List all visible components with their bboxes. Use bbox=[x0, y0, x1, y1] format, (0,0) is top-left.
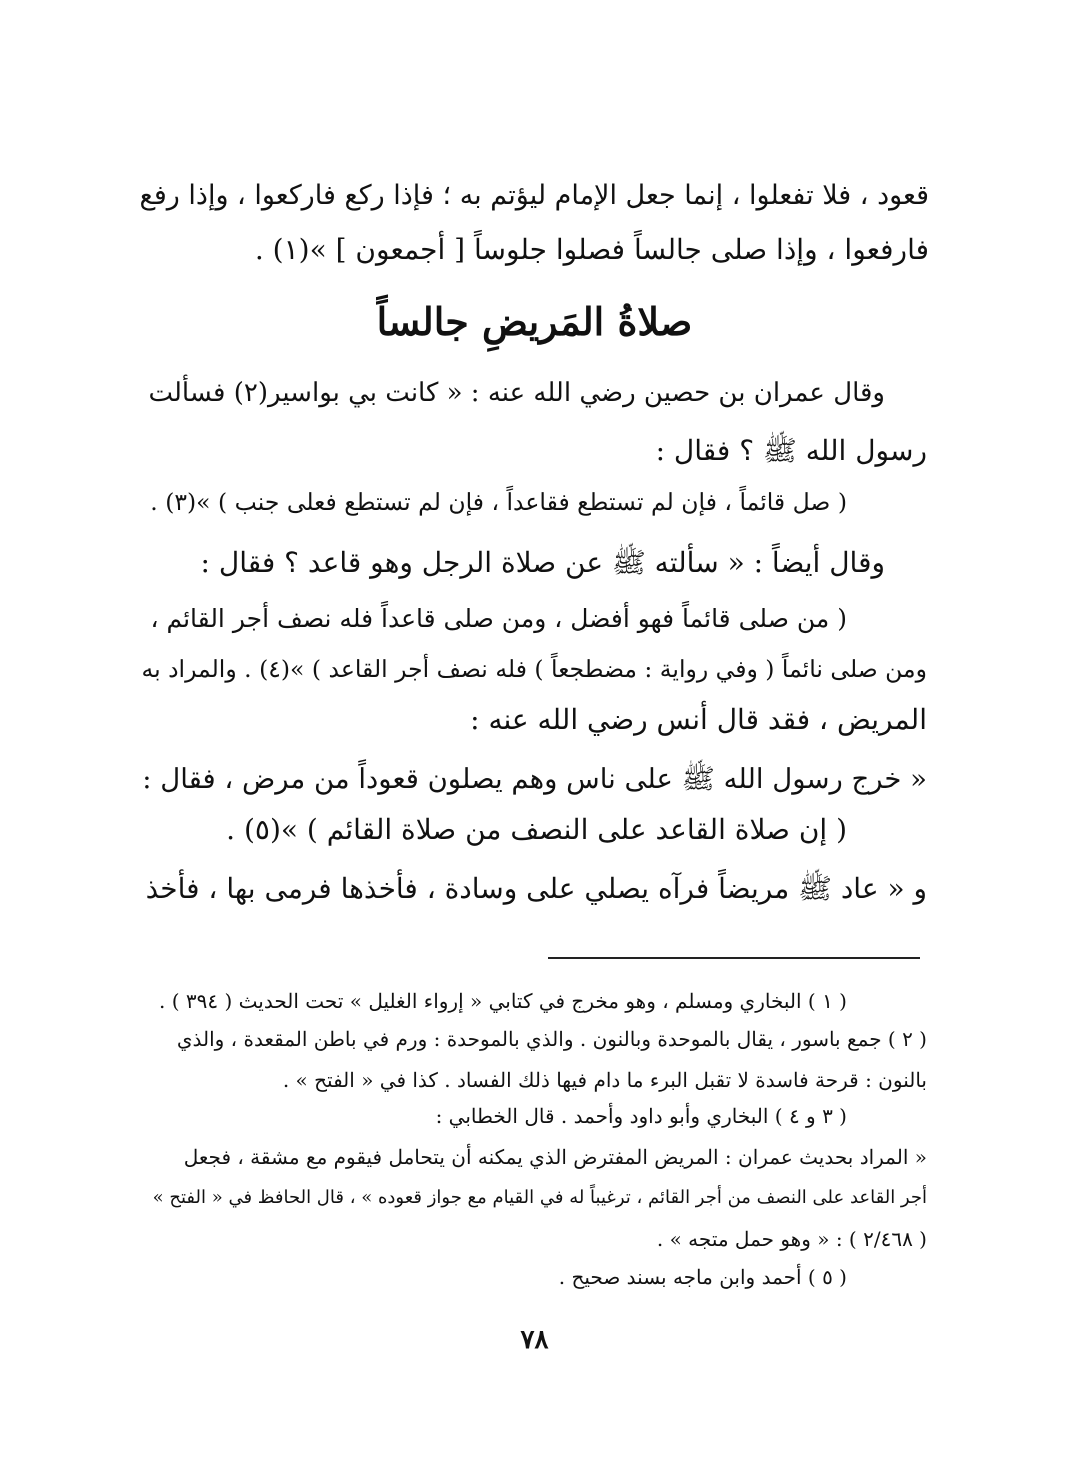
body-line-7: ( من صلى قائماً فهو أفضل ، ومن صلى قاعداً فله نصف أجر القائم ، bbox=[150, 604, 847, 633]
body-line-5: ( صل قائماً ، فإن لم تستطع فقاعداً ، فإن لم تستطع فعلى جنب ) »(٣) . bbox=[150, 488, 847, 516]
footnote-3-4: ( ٣ و ٤ ) البخاري وأبو داود وأحمد . قال الخطابي : bbox=[435, 1104, 847, 1128]
body-line-3: وقال عمران بن حصين رضي الله عنه : « كانت بي بواسير(٢) فسألت bbox=[148, 378, 885, 408]
footnote-divider bbox=[548, 957, 920, 959]
footnote-3-4-ref: ( ٢/٤٦٨ ) : « وهو حمل متجه » . bbox=[656, 1227, 927, 1251]
body-line-4: رسول الله ﷺ ؟ فقال : bbox=[655, 434, 927, 467]
body-line-2: فارفعوا ، وإذا صلى جالساً فصلوا جلوساً [ أجمعون ] »(١) . bbox=[254, 233, 929, 266]
body-line-9: المريض ، فقد قال أنس رضي الله عنه : bbox=[470, 703, 927, 736]
section-title: صلاةُ المَريضِ جالساً bbox=[376, 299, 693, 344]
footnote-2: ( ٢ ) جمع باسور ، يقال بالموحدة وبالنون . والذي بالموحدة : ورم في باطن المقعدة ، والذي bbox=[176, 1027, 927, 1051]
body-line-11: ( إن صلاة القاعد على النصف من صلاة القائم ) »(٥) . bbox=[226, 813, 847, 846]
body-line-1: قعود ، فلا تفعلوا ، إنما جعل الإمام ليؤتم به ؛ فإذا ركع فاركعوا ، وإذا رفع bbox=[139, 180, 929, 211]
body-line-12: و « عاد ﷺ مريضاً فرآه يصلي على وسادة ، فأخذها فرمى بها ، فأخذ bbox=[145, 872, 927, 905]
footnote-1: ( ١ ) البخاري ومسلم ، وهو مخرج في كتابي « إرواء الغليل » تحت الحديث ( ٣٩٤ ) . bbox=[159, 989, 847, 1013]
footnote-3-4-quote: « المراد بحديث عمران : المريض المفترض الذي يمكنه أن يتحامل فيقوم مع مشقة ، فجعل bbox=[183, 1145, 927, 1169]
page-number: ٧٨ bbox=[520, 1325, 549, 1355]
footnote-5: ( ٥ ) أحمد وابن ماجه بسند صحيح . bbox=[558, 1265, 847, 1289]
body-line-10: « خرج رسول الله ﷺ على ناس وهم يصلون قعوداً من مرض ، فقال : bbox=[142, 763, 927, 795]
footnote-3-4-quote-cont: أجر القاعد على النصف من أجر القائم ، ترغيباً له في القيام مع جواز قعوده » ، قال الحافظ في « الفتح » bbox=[152, 1187, 927, 1208]
body-line-8: ومن صلى نائماً ( وفي رواية : مضطجعاً ) فله نصف أجر القاعد ) »(٤) . والمراد به bbox=[141, 655, 927, 683]
body-line-6: وقال أيضاً : « سألته ﷺ عن صلاة الرجل وهو قاعد ؟ فقال : bbox=[200, 546, 885, 579]
footnote-2-cont: بالنون : قرحة فاسدة لا تقبل البرء ما دام فيها ذلك الفساد . كذا في « الفتح » . bbox=[282, 1068, 927, 1092]
